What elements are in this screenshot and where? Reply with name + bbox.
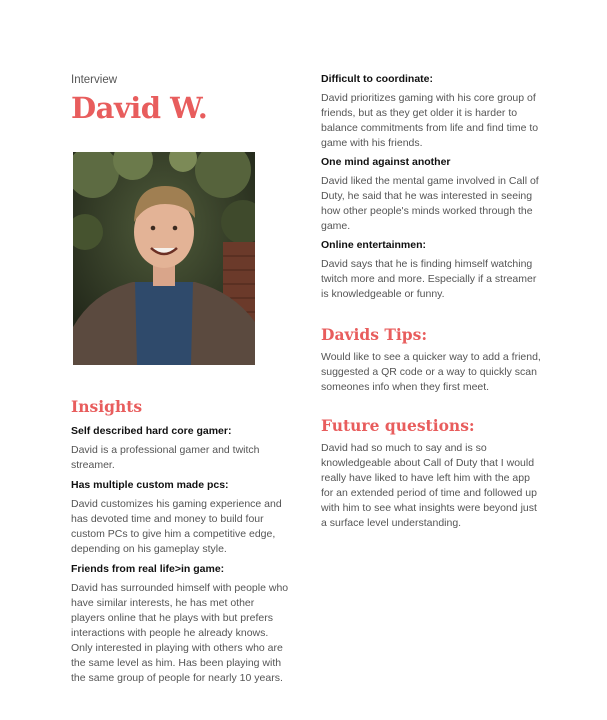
page-title: David W. — [71, 91, 208, 125]
insight-item — [71, 478, 289, 557]
finding-item-title: Difficult to coordinate: — [321, 73, 433, 85]
finding-item — [321, 155, 543, 234]
right-column — [321, 72, 543, 531]
tips-body: Would like to see a quicker way to add a friend, suggested a QR code or a way to quickly scan someones info when they first meet. — [321, 351, 541, 393]
tips-heading: Davids Tips: — [321, 325, 428, 344]
finding-item — [321, 238, 543, 302]
finding-item-body: David says that he is finding himself watching twitch more and more. Especially if a streamer is knowledgeable or funny. — [321, 258, 537, 300]
profile-photo-illustration — [73, 152, 255, 365]
insights-section — [71, 396, 289, 691]
insight-item-title: Has multiple custom made pcs: — [71, 479, 229, 491]
interview-label: Interview — [71, 74, 118, 86]
insight-item-title: Self described hard core gamer: — [71, 425, 232, 437]
tips-section — [321, 324, 543, 395]
insight-item-body: David customizes his gaming experience and has devoted time and money to build four custom PCs to give him a competitive edge, depending on his gameplay style. — [71, 498, 282, 555]
insight-item — [71, 424, 289, 473]
finding-item-title: Online entertainmen: — [321, 239, 427, 251]
insight-item-body: David is a professional gamer and twitch streamer. — [71, 444, 260, 471]
future-questions-heading: Future questions: — [321, 416, 475, 435]
left-column — [71, 72, 289, 684]
finding-item — [321, 72, 543, 151]
insight-item — [71, 562, 289, 686]
finding-item-body: David liked the mental game involved in Call of Duty, he said that he was interested in seeing how other people's minds worked through the game. — [321, 175, 539, 232]
insights-heading: Insights — [71, 397, 143, 416]
finding-item-title: One mind against another — [321, 156, 451, 168]
insight-item-body: David has surrounded himself with people who have similar interests, he has met other players online that he plays with but prefers interactions with people he already knows. Only interested in playing with others who are the same level as him. Has been playing with the same group of people for nearly 10 years. — [71, 582, 289, 684]
profile-photo — [73, 152, 255, 365]
insight-item-title: Friends from real life>in game: — [71, 563, 225, 575]
finding-item-body: David prioritizes gaming with his core group of friends, but as they get older it is harder to balance commitments from life and find time to game with his friends. — [321, 92, 539, 149]
future-questions-body: David had so much to say and is so knowledgeable about Call of Duty that I would really have liked to have left him with the app for an extended period of time and followed up with him to see what insights were beyond just a surface level understanding. — [321, 442, 537, 529]
future-questions-section — [321, 415, 543, 531]
